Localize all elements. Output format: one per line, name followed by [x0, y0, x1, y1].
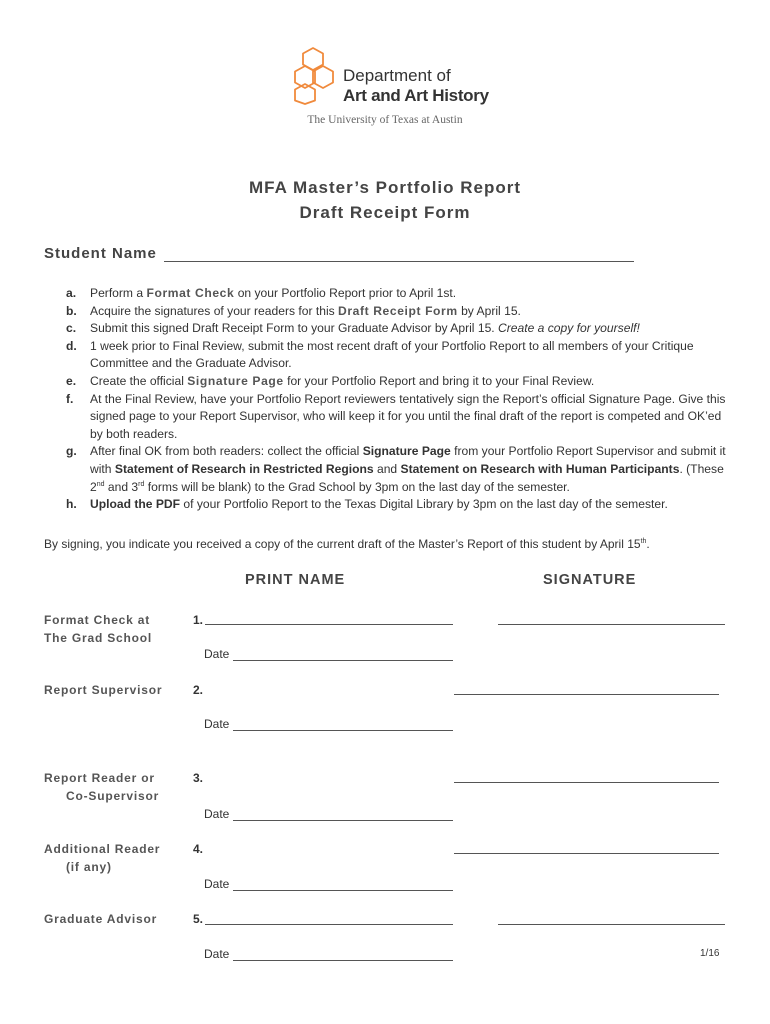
instruction-c: c. Submit this signed Draft Receipt Form to your Graduate Advisor by April 15. Create a copy for yourself!	[66, 321, 640, 336]
date-label: Date	[204, 717, 230, 731]
row-number: 3.	[193, 771, 204, 785]
print-name-field[interactable]	[205, 924, 453, 925]
row-number: 2.	[193, 683, 204, 697]
row-number: 5.	[193, 912, 204, 926]
instruction-g: g. After final OK from both readers: collect the official Signature Page from your Portfolio Report Supervisor and submit it with Statement of Research in Restricted Regions and Statement on Research with Human Participants. (These 2nd and 3rd forms will be blank) to the Grad School by 3pm on the last day of the semester.	[66, 444, 726, 494]
student-name-field[interactable]	[164, 261, 634, 262]
role-label-additional-reader: Additional Reader (if any)	[44, 842, 161, 874]
date-label: Date	[204, 877, 230, 891]
form-subtitle: Draft Receipt Form	[299, 203, 471, 222]
date-field[interactable]	[233, 660, 453, 661]
signature-field[interactable]	[454, 853, 719, 854]
instruction-a: a. Perform a Format Check on your Portfolio Report prior to April 1st.	[66, 286, 457, 300]
instruction-e: e. Create the official Signature Page for your Portfolio Report and bring it to your Final Review.	[66, 373, 595, 388]
role-label-graduate-advisor: Graduate Advisor	[44, 912, 158, 926]
signing-note: By signing, you indicate you received a copy of the current draft of the Master’s Report of this student by April 15th.	[44, 537, 650, 551]
print-name-field[interactable]	[205, 624, 453, 625]
instruction-b: b. Acquire the signatures of your readers for this Draft Receipt Form by April 15.	[66, 303, 521, 318]
role-label-format-check: Format Check at The Grad School	[44, 613, 153, 645]
role-label-report-reader: Report Reader or Co-Supervisor	[44, 771, 160, 803]
signature-field[interactable]	[498, 624, 725, 625]
date-field[interactable]	[233, 730, 453, 731]
print-name-header: PRINT NAME	[245, 572, 346, 588]
form-title: MFA Master’s Portfolio Report	[248, 178, 522, 197]
date-field[interactable]	[233, 820, 453, 821]
signature-field[interactable]	[454, 782, 719, 783]
department-logo-icon	[292, 46, 342, 106]
role-label-report-supervisor: Report Supervisor	[44, 683, 163, 697]
date-field[interactable]	[233, 960, 453, 961]
date-label: Date	[204, 647, 230, 661]
department-name-line1: Department of	[343, 66, 451, 85]
instruction-f: f. At the Final Review, have your Portfolio Report reviewers tentatively sign the Report’s official Signature Page. Give this signed page to your Report Supervisor, who will keep it for you until the final draft of the report is competed and OK’ed by both readers.	[66, 391, 726, 441]
instruction-h: h. Upload the PDF of your Portfolio Report to the Texas Digital Library by 3pm on the last day of the semester.	[66, 497, 668, 512]
date-field[interactable]	[233, 890, 453, 891]
date-label: Date	[204, 807, 230, 821]
signature-field[interactable]	[454, 694, 719, 695]
student-name-label: Student Name	[44, 245, 157, 262]
instruction-d: d. 1 week prior to Final Review, submit the most recent draft of your Portfolio Report to all members of your Critique Committee and the Graduate Advisor.	[66, 338, 694, 371]
row-number: 1.	[193, 613, 204, 627]
page-number: 1/16	[700, 948, 720, 959]
university-name: The University of Texas at Austin	[307, 114, 463, 126]
instructions-list	[66, 285, 731, 514]
date-label: Date	[204, 947, 230, 961]
department-name-line2: Art and Art History	[343, 86, 489, 105]
row-number: 4.	[193, 842, 204, 856]
signature-field[interactable]	[498, 924, 725, 925]
signature-header: SIGNATURE	[543, 572, 637, 588]
